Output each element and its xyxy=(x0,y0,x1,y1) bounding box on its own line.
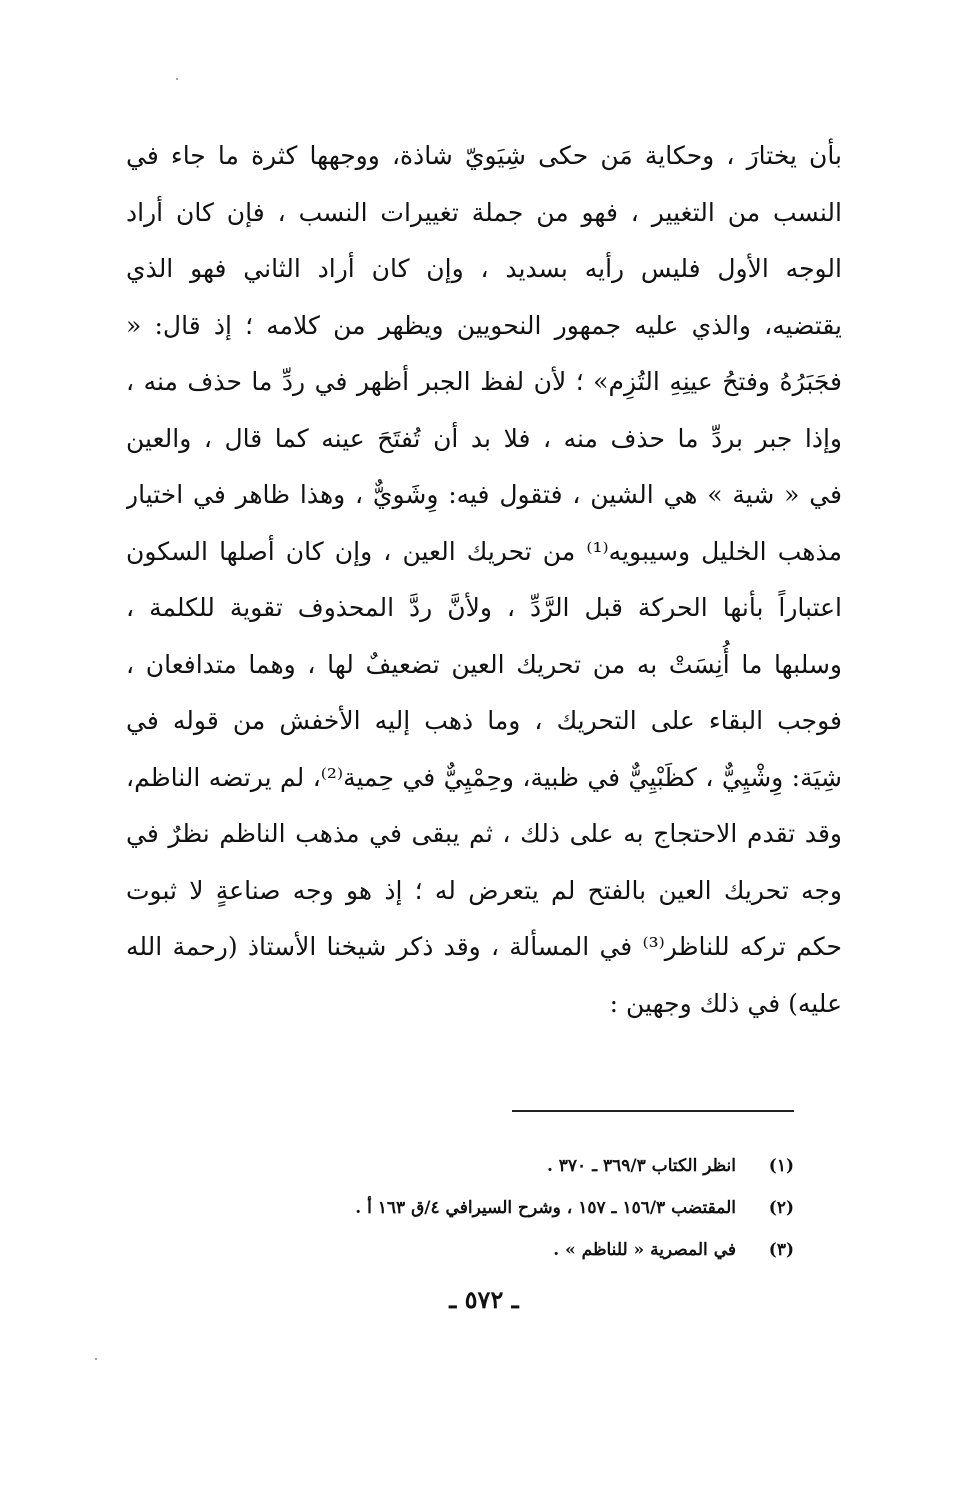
text-line: مذهب الخليل وسيبويه⁽¹⁾ من تحريك العين ، وإن كان أصلها السكون xyxy=(126,536,842,566)
footnotes xyxy=(234,1145,794,1271)
text-line: بأن يختارَ ، وحكاية مَن حكى شِيَويّ شاذة، ووجهها كثرة ما جاء في xyxy=(126,141,842,170)
footnote-number: (٢) xyxy=(768,1198,794,1218)
text-line: فجَبَرُهُ وفتحُ عينِهِ التُزِم» ؛ لأن لفظ الجبر أظهر في ردِّ ما حذف منه ، xyxy=(126,367,842,396)
footnote xyxy=(234,1229,794,1271)
scan-speck xyxy=(176,78,178,80)
footnote-separator xyxy=(512,1110,794,1112)
main-text xyxy=(126,128,842,1032)
scan-speck xyxy=(95,1358,97,1360)
text-line: عليه) في ذلك وجهين : xyxy=(609,988,842,1018)
text-line: يقتضيه، والذي عليه جمهور النحويين ويظهر من كلامه ؛ إذ قال: « xyxy=(126,310,842,340)
text-line: وجه تحريك العين بالفتح لم يتعرض له ؛ إذ هو وجه صناعةٍ لا ثبوت xyxy=(126,875,842,905)
text-line: شِيَة: وِشْيِيٌّ ، كظَبْيِيٌّ في ظبية، وحِمْيِيٌّ في حِمية⁽²⁾، لم يرتضه الناظم، xyxy=(126,762,842,792)
text-line: وإذا جبر بردِّ ما حذف منه ، فلا بد أن تُفتَحَ عينه كما قال ، والعين xyxy=(126,423,842,453)
text-line: في « شية » هي الشين ، فتقول فيه: وِشَويٌّ ، وهذا ظاهر في اختيار xyxy=(126,480,842,509)
footnote xyxy=(234,1187,794,1229)
text-line: النسب من التغيير ، فهو من جملة تغييرات النسب ، فإن كان أراد xyxy=(126,197,842,227)
footnote-number: (٣) xyxy=(768,1240,794,1260)
text-line: وسلبها ما أُنِسَتْ به من تحريك العين تضعيفٌ لها ، وهما متدافعان ، xyxy=(126,649,842,679)
footnote-number: (١) xyxy=(768,1156,794,1176)
text-line: حكم تركه للناظر⁽³⁾ في المسألة ، وقد ذكر شيخنا الأستاذ (رحمة الله xyxy=(126,932,842,961)
footnote-text: انظر الكتاب ٣٦٩/٣ ـ ٣٧٠ . xyxy=(546,1156,736,1176)
text-line: اعتباراً بأنها الحركة قبل الرَّدِّ ، ولأنَّ ردَّ المحذوف تقوية للكلمة ، xyxy=(126,593,842,622)
text-line: فوجب البقاء على التحريك ، وما ذهب إليه الأخفش من قوله في xyxy=(126,706,842,735)
footnote xyxy=(234,1145,794,1187)
footnote-text: في المصرية « للناظم » . xyxy=(553,1240,736,1260)
footnote-text: المقتضب ١٥٦/٣ ـ ١٥٧ ، وشرح السيرافي ٤/ق ١٦٣ أ . xyxy=(355,1198,736,1218)
text-line: وقد تقدم الاحتجاج به على ذلك ، ثم يبقى في مذهب الناظم نظرٌ في xyxy=(126,819,842,848)
text-line: الوجه الأول فليس رأيه بسديد ، وإن كان أراد الثاني فهو الذي xyxy=(126,254,842,283)
page-number: ـ ٥٧٢ ـ xyxy=(449,1285,519,1314)
